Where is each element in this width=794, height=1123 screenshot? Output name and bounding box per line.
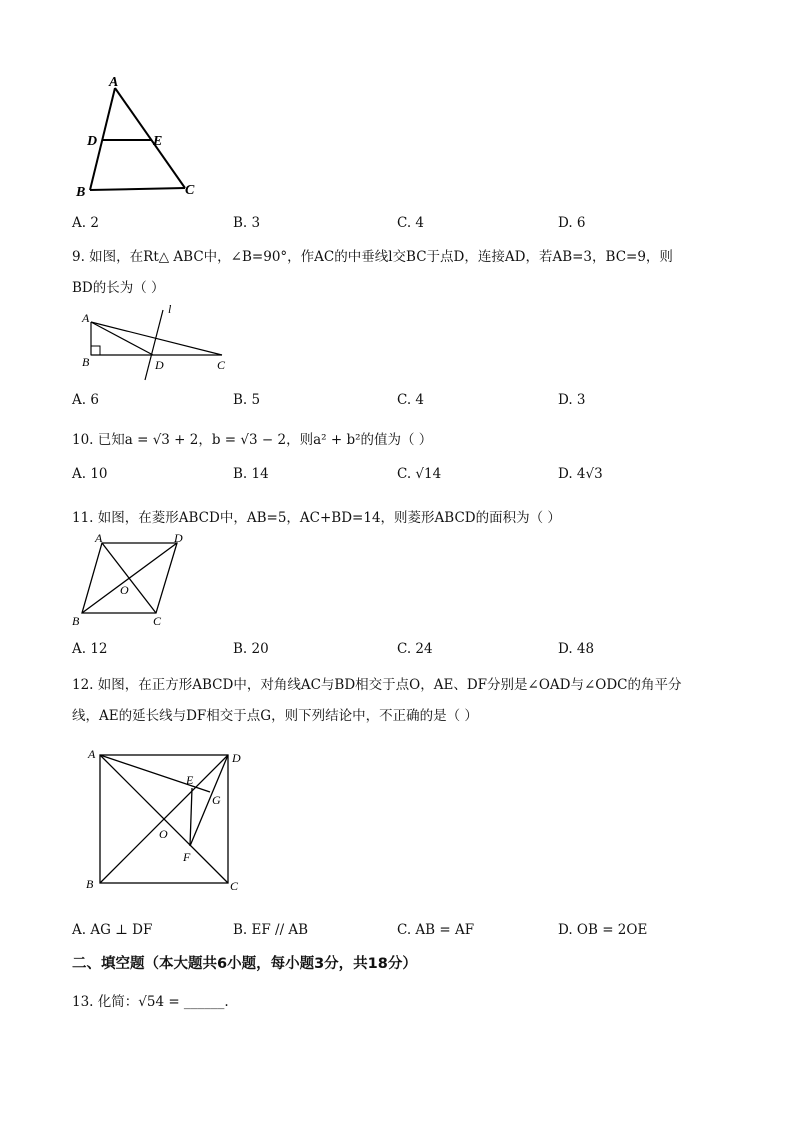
q8-label-e: E	[153, 134, 163, 149]
q9-label-b: B	[82, 355, 90, 369]
q12-segment-ag	[100, 755, 210, 792]
q11-option-c[interactable]: C. 24	[397, 641, 433, 657]
section-fill-in-title: 二、填空题（本大题共6小题，每小题3分，共18分）	[72, 956, 417, 972]
q9-option-d[interactable]: D. 3	[558, 392, 586, 408]
q8-side-ac	[115, 88, 185, 188]
q12-label-c: C	[230, 879, 239, 893]
q11-label-a: A	[95, 531, 103, 545]
q9-label-a: A	[82, 311, 90, 325]
q8-option-b[interactable]: B. 3	[233, 215, 261, 231]
q9-stem-line2: BD的长为（ ）	[72, 280, 165, 296]
q10-option-a[interactable]: A. 10	[72, 466, 108, 482]
q11-label-b: B	[72, 614, 80, 628]
q9-right-angle-mark	[91, 346, 100, 355]
q12-label-f: F	[183, 850, 191, 864]
q12-figure	[80, 740, 250, 895]
q9-label-c: C	[217, 358, 226, 372]
q12-label-a: A	[88, 747, 96, 761]
q8-label-d: D	[87, 134, 98, 149]
q11-diagonal-bd	[82, 543, 177, 613]
q12-label-g: G	[212, 793, 221, 807]
q11-label-d: D	[174, 531, 183, 545]
q9-option-c[interactable]: C. 4	[397, 392, 425, 408]
q10-stem: 10. 已知a = √3 + 2，b = √3 − 2，则a² + b²的值为（ ）	[72, 432, 433, 448]
q9-label-d: D	[155, 358, 164, 372]
q8-option-c[interactable]: C. 4	[397, 215, 425, 231]
q11-option-d[interactable]: D. 48	[558, 641, 595, 657]
q11-option-b[interactable]: B. 20	[233, 641, 269, 657]
q11-stem: 11. 如图，在菱形ABCD中，AB=5，AC+BD=14，则菱形ABCD的面积为（ ）	[72, 510, 561, 526]
q8-figure	[70, 70, 210, 205]
q9-stem-line1: 9. 如图，在Rt△ ABC中，∠B=90°，作AC的中垂线l交BC于点D，连接AD，若AB=3，BC=9，则	[72, 249, 673, 265]
q12-label-d: D	[232, 751, 241, 765]
q8-label-a: A	[109, 75, 119, 90]
q11-label-c: C	[153, 614, 162, 628]
q11-label-o: O	[120, 583, 129, 597]
q12-label-o: O	[159, 827, 168, 841]
q9-option-a[interactable]: A. 6	[72, 392, 99, 408]
q10-option-b[interactable]: B. 14	[233, 466, 269, 482]
q12-option-a[interactable]: A. AG ⊥ DF	[72, 922, 153, 938]
q8-label-c: C	[185, 183, 195, 198]
q8-option-d[interactable]: D. 6	[558, 215, 586, 231]
q11-figure	[68, 528, 198, 632]
q10-option-d[interactable]: D. 4√3	[558, 466, 603, 482]
q12-option-c[interactable]: C. AB = AF	[397, 922, 475, 938]
q9-label-l: l	[168, 302, 172, 316]
q12-option-b[interactable]: B. EF // AB	[233, 922, 309, 938]
q12-segment-ef	[190, 788, 192, 846]
q8-side-bc	[90, 188, 185, 190]
q9-option-b[interactable]: B. 5	[233, 392, 261, 408]
q12-stem-line1: 12. 如图，在正方形ABCD中，对角线AC与BD相交于点O，AE、DF分别是∠OAD与∠ODC的角平分	[72, 677, 682, 693]
q9-figure	[75, 300, 240, 382]
q12-stem-line2: 线，AE的延长线与DF相交于点G，则下列结论中，不正确的是（ ）	[72, 708, 478, 724]
q9-side-ac	[91, 322, 222, 355]
q8-label-b: B	[76, 185, 86, 200]
q8-option-a[interactable]: A. 2	[72, 215, 99, 231]
q13-stem: 13. 化简：√54 = ______.	[72, 994, 229, 1010]
q12-label-e: E	[186, 773, 194, 787]
q12-label-b: B	[86, 877, 94, 891]
q10-option-c[interactable]: C. √14	[397, 466, 442, 482]
q12-segment-df	[190, 755, 228, 846]
q12-option-d[interactable]: D. OB = 2OE	[558, 922, 648, 938]
q11-option-a[interactable]: A. 12	[72, 641, 108, 657]
